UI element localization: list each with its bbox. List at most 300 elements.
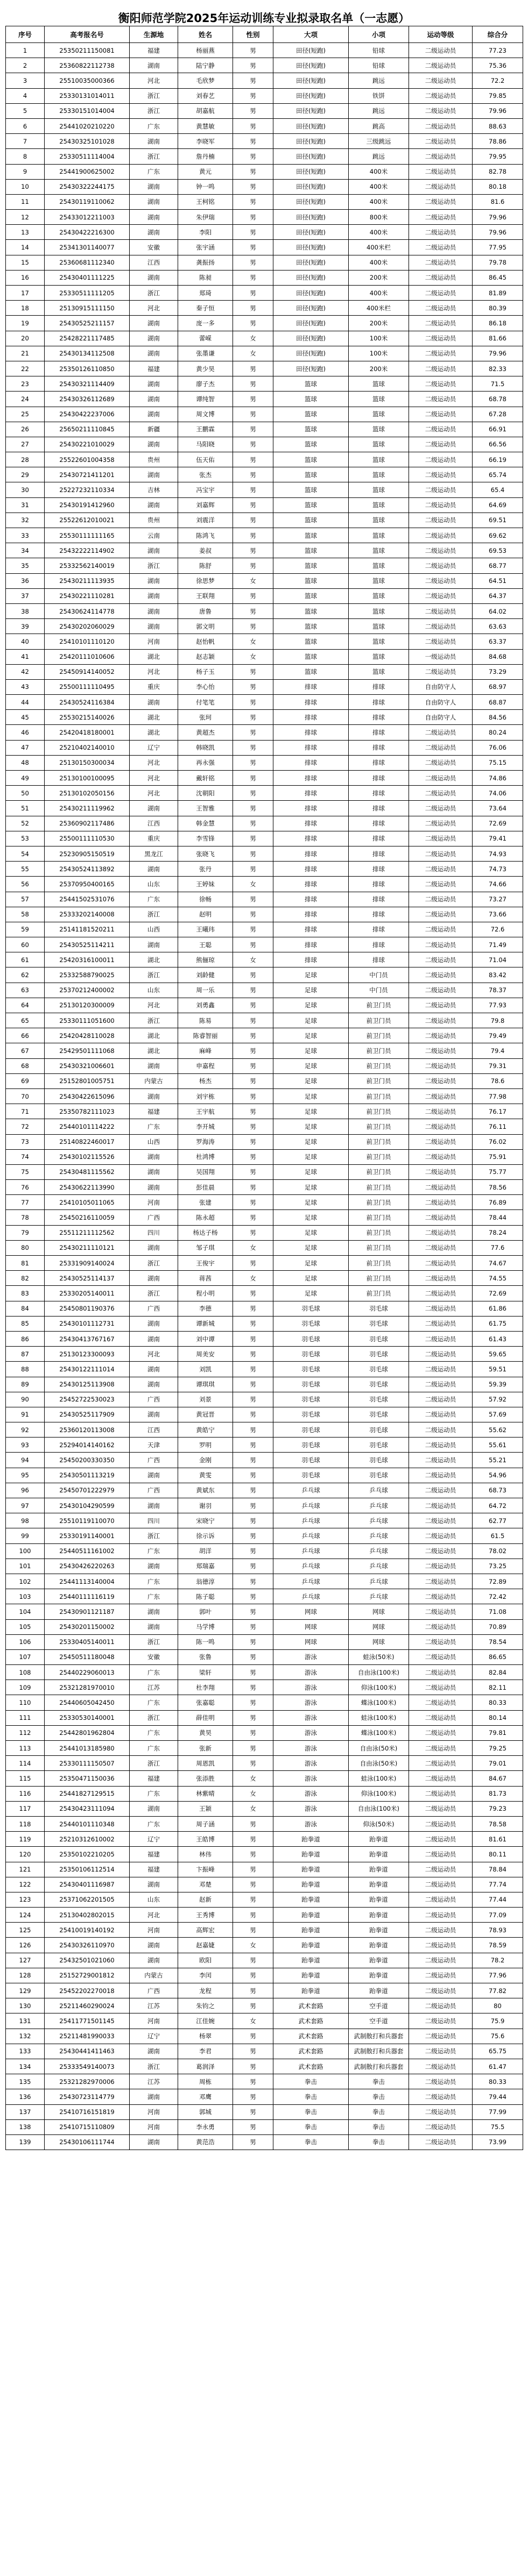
table-row [6,437,523,452]
cell-index: 63 [6,983,45,998]
cell-gender: 男 [233,2059,273,2074]
cell-major-event: 篮球 [273,422,349,437]
cell-origin: 黑龙江 [130,846,178,861]
cell-score: 75.77 [473,1164,523,1179]
cell-origin: 重庆 [130,679,178,694]
cell-exam-number: 25511211112562 [45,1225,130,1240]
cell-index: 2 [6,58,45,73]
cell-origin: 浙江 [130,2059,178,2074]
cell-index: 5 [6,103,45,118]
cell-name: 黄雯 [178,1468,233,1483]
cell-exam-number: 25360681112340 [45,255,130,270]
cell-score: 79.85 [473,88,523,103]
cell-athlete-level: 二级运动员 [409,1923,473,1938]
header-name: 姓名 [178,26,233,43]
cell-athlete-level: 二级运动员 [409,1574,473,1589]
cell-index: 42 [6,664,45,679]
cell-minor-event: 自由泳(100米) [349,1801,409,1816]
cell-major-event: 田径(短跑) [273,286,349,301]
cell-major-event: 拳击 [273,2134,349,2150]
cell-score: 78.02 [473,1543,523,1559]
cell-index: 96 [6,1483,45,1498]
cell-athlete-level: 二级运动员 [409,1543,473,1559]
cell-gender: 女 [233,2013,273,2029]
cell-exam-number: 25450511180048 [45,1649,130,1664]
cell-exam-number: 25350106112514 [45,1862,130,1877]
cell-name: 郭城 [178,2104,233,2119]
table-row [6,513,523,528]
cell-origin: 辽宁 [130,740,178,755]
cell-minor-event: 跆拳道 [349,1923,409,1938]
cell-major-event: 跆拳道 [273,1983,349,1998]
cell-index: 101 [6,1559,45,1574]
cell-major-event: 排球 [273,831,349,846]
cell-index: 138 [6,2119,45,2134]
cell-origin: 江苏 [130,2074,178,2089]
cell-gender: 男 [233,937,273,952]
cell-origin: 吉林 [130,482,178,497]
cell-origin: 湖南 [130,331,178,346]
cell-athlete-level: 二级运动员 [409,816,473,831]
cell-minor-event: 篮球 [349,467,409,482]
cell-score: 76.02 [473,1134,523,1149]
cell-name: 李永勇 [178,2119,233,2134]
cell-gender: 男 [233,149,273,164]
cell-index: 65 [6,1013,45,1028]
cell-origin: 湖南 [130,376,178,392]
cell-gender: 女 [233,331,273,346]
cell-index: 33 [6,528,45,543]
cell-athlete-level: 二级运动员 [409,1438,473,1453]
cell-minor-event: 排球 [349,846,409,861]
cell-index: 43 [6,679,45,694]
table-row [6,1225,523,1240]
cell-score: 82.11 [473,1680,523,1695]
cell-name: 王宇航 [178,1104,233,1119]
cell-gender: 男 [233,392,273,407]
cell-exam-number: 25350102210205 [45,1847,130,1862]
cell-name: 谭纯智 [178,392,233,407]
cell-name: 李雪锋 [178,831,233,846]
cell-minor-event: 铅球 [349,43,409,58]
cell-minor-event: 羽毛球 [349,1422,409,1438]
cell-major-event: 篮球 [273,497,349,513]
cell-score: 66.91 [473,422,523,437]
cell-gender: 男 [233,134,273,149]
cell-major-event: 足球 [273,1271,349,1286]
cell-score: 78.2 [473,1953,523,1968]
table-row [6,771,523,786]
cell-major-event: 足球 [273,967,349,983]
cell-index: 31 [6,497,45,513]
cell-gender: 男 [233,88,273,103]
cell-origin: 湖南 [130,1877,178,1892]
cell-name: 杨杰 [178,1073,233,1088]
cell-score: 65.74 [473,467,523,482]
cell-name: 周文博 [178,407,233,422]
cell-origin: 江苏 [130,1680,178,1695]
cell-exam-number: 25420428110028 [45,1028,130,1043]
cell-minor-event: 前卫门员 [349,1104,409,1119]
cell-major-event: 游泳 [273,1756,349,1771]
cell-gender: 男 [233,801,273,816]
table-row [6,1998,523,2013]
cell-gender: 男 [233,1908,273,1923]
header-index: 序号 [6,26,45,43]
cell-origin: 湖南 [130,1559,178,1574]
cell-minor-event: 乒乓球 [349,1483,409,1498]
cell-athlete-level: 二级运动员 [409,558,473,573]
cell-origin: 湖南 [130,695,178,710]
cell-origin: 河北 [130,755,178,770]
cell-gender: 男 [233,1392,273,1407]
cell-gender: 男 [233,1180,273,1195]
table-row [6,558,523,573]
cell-name: 黄慧敏 [178,118,233,133]
table-row [6,937,523,952]
cell-exam-number: 25430524116384 [45,695,130,710]
cell-major-event: 足球 [273,1119,349,1134]
cell-minor-event: 拳击 [349,2104,409,2119]
cell-major-event: 田径(短跑) [273,103,349,118]
cell-name: 薛佳明 [178,1710,233,1725]
cell-athlete-level: 二级运动员 [409,1771,473,1786]
cell-gender: 男 [233,1043,273,1058]
cell-major-event: 篮球 [273,452,349,467]
cell-index: 88 [6,1362,45,1377]
cell-athlete-level: 二级运动员 [409,877,473,892]
cell-score: 55.21 [473,1453,523,1468]
cell-index: 9 [6,164,45,179]
cell-gender: 男 [233,482,273,497]
cell-athlete-level: 二级运动员 [409,1119,473,1134]
cell-exam-number: 25441113140004 [45,1574,130,1589]
cell-index: 34 [6,543,45,558]
cell-index: 37 [6,588,45,603]
cell-exam-number: 25430119110062 [45,194,130,209]
cell-athlete-level: 二级运动员 [409,1908,473,1923]
cell-major-event: 篮球 [273,392,349,407]
cell-origin: 广西 [130,1392,178,1407]
cell-exam-number: 25530111111165 [45,528,130,543]
cell-minor-event: 前卫门员 [349,1164,409,1179]
cell-major-event: 田径(短跑) [273,149,349,164]
cell-name: 李闰 [178,1968,233,1983]
cell-index: 54 [6,846,45,861]
cell-gender: 男 [233,1543,273,1559]
table-row [6,1816,523,1831]
table-row [6,346,523,361]
table-row [6,1710,523,1725]
cell-gender: 男 [233,43,273,58]
cell-score: 73.66 [473,907,523,922]
cell-major-event: 田径(短跑) [273,210,349,225]
cell-athlete-level: 二级运动员 [409,1134,473,1149]
cell-name: 杜鸿博 [178,1149,233,1164]
cell-exam-number: 25430221010029 [45,437,130,452]
cell-exam-number: 25430401116987 [45,1877,130,1892]
cell-exam-number: 25430322244175 [45,179,130,194]
cell-major-event: 跆拳道 [273,1968,349,1983]
cell-index: 10 [6,179,45,194]
cell-origin: 江西 [130,1422,178,1438]
cell-index: 56 [6,877,45,892]
cell-gender: 男 [233,831,273,846]
cell-index: 116 [6,1786,45,1801]
cell-score: 80.11 [473,1847,523,1862]
cell-index: 139 [6,2134,45,2150]
cell-name: 刘凯 [178,1362,233,1377]
cell-score: 86.18 [473,316,523,331]
cell-score: 84.67 [473,1771,523,1786]
cell-name: 王秀博 [178,1908,233,1923]
cell-minor-event: 排球 [349,816,409,831]
cell-gender: 男 [233,497,273,513]
cell-gender: 男 [233,1013,273,1028]
cell-score: 82.78 [473,164,523,179]
cell-athlete-level: 二级运动员 [409,1088,473,1104]
cell-gender: 男 [233,1589,273,1604]
table-row [6,1649,523,1664]
cell-exam-number: 25430525114211 [45,937,130,952]
cell-index: 85 [6,1316,45,1331]
table-row [6,1528,523,1543]
table-row [6,740,523,755]
table-row [6,1756,523,1771]
cell-index: 29 [6,467,45,482]
cell-athlete-level: 二级运动员 [409,482,473,497]
cell-index: 136 [6,2089,45,2104]
cell-exam-number: 25294014140162 [45,1438,130,1453]
cell-gender: 男 [233,1316,273,1331]
cell-exam-number: 25330131014011 [45,88,130,103]
cell-major-event: 足球 [273,1164,349,1179]
cell-gender: 男 [233,1119,273,1134]
cell-name: 林伟 [178,1847,233,1862]
cell-major-event: 羽毛球 [273,1301,349,1316]
cell-index: 109 [6,1680,45,1695]
cell-name: 郑琦 [178,286,233,301]
cell-score: 74.67 [473,1256,523,1271]
table-row [6,194,523,209]
cell-score: 81.66 [473,331,523,346]
cell-athlete-level: 二级运动员 [409,1968,473,1983]
cell-origin: 福建 [130,1862,178,1877]
cell-index: 81 [6,1256,45,1271]
cell-name: 马学博 [178,1619,233,1634]
table-row [6,1741,523,1756]
cell-minor-event: 蛙泳(50米) [349,1649,409,1664]
cell-exam-number: 25430501113219 [45,1468,130,1483]
cell-gender: 男 [233,2044,273,2059]
cell-major-event: 羽毛球 [273,1422,349,1438]
cell-origin: 浙江 [130,1634,178,1649]
cell-score: 73.27 [473,892,523,907]
cell-name: 周栋 [178,2074,233,2089]
cell-minor-event: 篮球 [349,588,409,603]
cell-index: 57 [6,892,45,907]
cell-score: 81.89 [473,286,523,301]
cell-athlete-level: 二级运动员 [409,1347,473,1362]
cell-exam-number: 25430134112508 [45,346,130,361]
cell-score: 78.59 [473,1938,523,1953]
cell-athlete-level: 二级运动员 [409,543,473,558]
cell-score: 78.86 [473,134,523,149]
cell-major-event: 足球 [273,1088,349,1104]
cell-athlete-level: 二级运动员 [409,2074,473,2089]
cell-origin: 浙江 [130,88,178,103]
cell-minor-event: 篮球 [349,528,409,543]
table-row [6,1331,523,1346]
cell-major-event: 篮球 [273,619,349,634]
cell-major-event: 田径(短跑) [273,164,349,179]
cell-origin: 湖南 [130,1604,178,1619]
cell-major-event: 羽毛球 [273,1438,349,1453]
cell-name: 宋晓宁 [178,1513,233,1528]
cell-origin: 湖北 [130,952,178,967]
cell-minor-event: 乒乓球 [349,1589,409,1604]
cell-origin: 福建 [130,1771,178,1786]
cell-name: 王颖 [178,1801,233,1816]
cell-major-event: 篮球 [273,603,349,618]
cell-major-event: 羽毛球 [273,1347,349,1362]
cell-minor-event: 自由泳(50米) [349,1756,409,1771]
cell-athlete-level: 二级运动员 [409,862,473,877]
cell-gender: 男 [233,967,273,983]
cell-gender: 男 [233,2104,273,2119]
cell-score: 79.25 [473,1741,523,1756]
cell-exam-number: 25360822112738 [45,58,130,73]
cell-exam-number: 25430191412960 [45,497,130,513]
cell-name: 赵明 [178,907,233,922]
cell-origin: 湖南 [130,407,178,422]
cell-athlete-level: 二级运动员 [409,619,473,634]
cell-minor-event: 100米 [349,346,409,361]
cell-gender: 男 [233,786,273,801]
cell-exam-number: 25330205140011 [45,1286,130,1301]
cell-index: 128 [6,1968,45,1983]
cell-athlete-level: 二级运动员 [409,179,473,194]
table-row [6,467,523,482]
cell-exam-number: 25430321114409 [45,376,130,392]
table-row [6,210,523,225]
cell-name: 林紫晴 [178,1786,233,1801]
cell-exam-number: 25330151014004 [45,103,130,118]
cell-minor-event: 乒乓球 [349,1543,409,1559]
cell-index: 7 [6,134,45,149]
cell-major-event: 排球 [273,952,349,967]
cell-minor-event: 乒乓球 [349,1513,409,1528]
cell-athlete-level: 二级运动员 [409,1286,473,1301]
cell-origin: 广西 [130,1210,178,1225]
cell-score: 77.09 [473,1908,523,1923]
cell-score: 82.84 [473,1665,523,1680]
cell-index: 113 [6,1741,45,1756]
table-row [6,1438,523,1453]
admission-table-wrap [5,26,523,2150]
cell-score: 70.89 [473,1619,523,1634]
cell-index: 30 [6,482,45,497]
cell-name: 刘勇鑫 [178,998,233,1013]
cell-gender: 男 [233,922,273,937]
cell-score: 78.24 [473,1225,523,1240]
cell-index: 97 [6,1498,45,1513]
cell-minor-event: 篮球 [349,603,409,618]
cell-name: 秦子恒 [178,301,233,316]
cell-major-event: 乒乓球 [273,1559,349,1574]
cell-major-event: 田径(短跑) [273,255,349,270]
cell-athlete-level: 二级运动员 [409,922,473,937]
cell-major-event: 排球 [273,846,349,861]
table-row [6,1862,523,1877]
cell-major-event: 乒乓球 [273,1513,349,1528]
cell-origin: 浙江 [130,907,178,922]
cell-gender: 男 [233,1649,273,1664]
cell-major-event: 乒乓球 [273,1498,349,1513]
table-row [6,361,523,376]
cell-name: 张墨谦 [178,346,233,361]
cell-score: 66.56 [473,437,523,452]
cell-name: 李阳 [178,225,233,240]
cell-gender: 男 [233,725,273,740]
cell-major-event: 田径(短跑) [273,346,349,361]
table-row [6,952,523,967]
cell-athlete-level: 二级运动员 [409,1983,473,1998]
cell-score: 67.28 [473,407,523,422]
cell-gender: 男 [233,1377,273,1392]
cell-major-event: 跆拳道 [273,1847,349,1862]
cell-athlete-level: 二级运动员 [409,1013,473,1028]
cell-exam-number: 25441502531076 [45,892,130,907]
cell-major-event: 武术套路 [273,2013,349,2029]
cell-name: 戴轩铭 [178,771,233,786]
cell-index: 94 [6,1453,45,1468]
cell-name: 付笔笔 [178,695,233,710]
cell-exam-number: 25430525114137 [45,1271,130,1286]
cell-gender: 男 [233,1680,273,1695]
header-origin: 生源地 [130,26,178,43]
cell-minor-event: 羽毛球 [349,1301,409,1316]
cell-score: 59.39 [473,1377,523,1392]
cell-name: 张丹 [178,862,233,877]
cell-origin: 湖南 [130,543,178,558]
cell-exam-number: 25430326112689 [45,392,130,407]
table-row [6,816,523,831]
cell-minor-event: 空手道 [349,2013,409,2029]
table-row [6,801,523,816]
cell-minor-event: 空手道 [349,1998,409,2013]
table-row [6,134,523,149]
cell-index: 120 [6,1847,45,1862]
cell-gender: 男 [233,1134,273,1149]
cell-origin: 贵州 [130,513,178,528]
cell-athlete-level: 一级运动员 [409,649,473,664]
cell-major-event: 网球 [273,1634,349,1649]
cell-index: 71 [6,1104,45,1119]
cell-exam-number: 25350211150081 [45,43,130,58]
cell-origin: 浙江 [130,1013,178,1028]
cell-minor-event: 200米 [349,270,409,285]
table-row [6,1301,523,1316]
cell-major-event: 羽毛球 [273,1468,349,1483]
table-row [6,603,523,618]
table-row [6,922,523,937]
cell-athlete-level: 二级运动员 [409,1498,473,1513]
cell-athlete-level: 二级运动员 [409,1362,473,1377]
cell-major-event: 跆拳道 [273,1877,349,1892]
cell-minor-event: 篮球 [349,558,409,573]
cell-athlete-level: 二级运动员 [409,210,473,225]
